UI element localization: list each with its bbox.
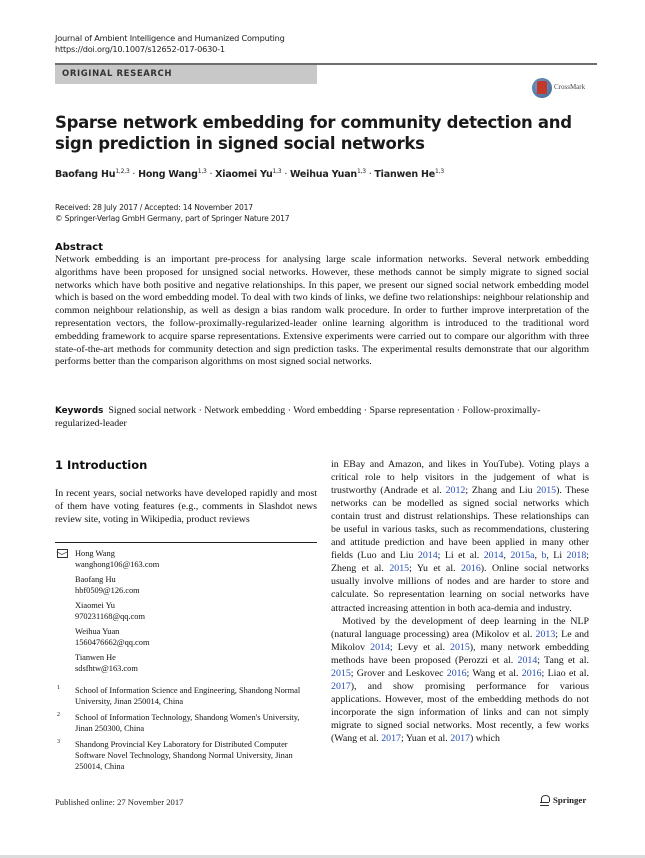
author-affiliation-marker: 1,3 xyxy=(272,168,282,175)
affiliation-text: Shandong Provincial Key Laboratory for Distributed Computer Software Novel Technology, Shandong Normal University, Jinan 250014, China xyxy=(75,740,293,771)
springer-horse-icon xyxy=(540,795,549,805)
affiliation-number: 2 xyxy=(57,712,60,718)
citation-link[interactable]: 2013 xyxy=(535,628,556,640)
section-label: ORIGINAL RESEARCH xyxy=(62,69,173,79)
contact-name: Xiaomei Yu xyxy=(75,601,115,610)
body-text: ; Liao et al. xyxy=(541,667,590,679)
publisher-name: Springer xyxy=(553,795,587,805)
intro-left-text: In recent years, social networks have developed rapidly and most of them have voting features (e.g., comments in Slashdot news review site, voting in Wikipedia, product reviews xyxy=(55,488,317,525)
contact-email[interactable]: wanghong106@163.com xyxy=(75,560,160,569)
body-text: ). Online social networks usually involve millions of nodes and are harder to store and calculate. So representation learning on social networks have attracted increasing attention in both aca-demia and industry. xyxy=(331,563,589,614)
keywords-label: Keywords xyxy=(55,406,104,416)
author-affiliation-marker: 1,3 xyxy=(197,168,207,175)
citation-link[interactable]: 2014 xyxy=(417,550,438,562)
affiliation-entry xyxy=(55,712,317,734)
intro-paragraph-2 xyxy=(331,615,589,745)
contact-email[interactable]: 970231168@qq.com xyxy=(75,612,145,621)
author-list xyxy=(55,168,444,180)
affiliation-number: 1 xyxy=(57,685,60,691)
contact-email[interactable]: 1560476662@qq.com xyxy=(75,638,150,647)
intro-paragraph-1 xyxy=(331,458,589,615)
received-accepted: Received: 28 July 2017 / Accepted: 14 November 2017 xyxy=(55,203,253,212)
affiliation-entry xyxy=(55,685,317,707)
body-text: , Li xyxy=(546,550,567,562)
author-name[interactable]: Hong Wang xyxy=(138,169,198,181)
contact-entry xyxy=(55,574,317,596)
published-online: Published online: 27 November 2017 xyxy=(55,797,184,807)
citation-link[interactable]: 2014 xyxy=(517,654,538,666)
citation-link[interactable]: 2015 xyxy=(389,563,410,575)
author-name[interactable]: Baofang Hu xyxy=(55,169,116,181)
copyright: © Springer-Verlag GmbH Germany, part of Springer Nature 2017 xyxy=(55,214,290,223)
body-text: ), and show promising performance for various applications. However, most of the embedding methods do not incorporate the sign information of links and can not simply migrate to signed social networks. Most recently, a few works (Wang et al. xyxy=(331,680,589,744)
author-affiliation-marker: 1,3 xyxy=(356,168,366,175)
abstract-heading: Abstract xyxy=(55,242,104,253)
body-text: ; Yuan et al. xyxy=(400,732,451,744)
body-text: ; Grover and Leskovec xyxy=(350,667,447,679)
journal-name: Journal of Ambient Intelligence and Humanized Computing xyxy=(55,33,285,43)
body-text: ) which xyxy=(470,732,500,744)
body-text: ; Le and Mikolov xyxy=(331,628,589,653)
body-text: ; Levy et al. xyxy=(389,641,451,653)
author-separator: · xyxy=(281,169,290,181)
body-text: , xyxy=(534,550,542,562)
crossmark-label: CrossMark xyxy=(554,83,586,91)
crossmark-icon xyxy=(532,78,552,98)
citation-link[interactable]: b xyxy=(541,550,547,562)
keywords xyxy=(55,405,575,431)
contact-email[interactable]: hbf0509@126.com xyxy=(75,586,140,595)
body-text: Motived by the development of deep learning in the NLP (natural language processing) area (Mikolov et al. xyxy=(331,615,589,640)
citation-link[interactable]: 2014 xyxy=(370,641,390,653)
publisher-logo xyxy=(540,795,586,805)
contact-name: Hong Wang xyxy=(75,549,115,558)
intro-right-column xyxy=(331,458,589,745)
crossmark-badge[interactable] xyxy=(532,78,602,102)
abstract-text: Network embedding is an important pre-process for analysing large scale information networks. Several network embedding algorithms have been proposed for unsigned social networks. However, these methods cannot be simply migrate to signed social networks which have both positive and negative relationships. In this paper, we present our signed social network embedding model which is based on the word embedding model. To deal with two kinds of links, we define two relationships: neighbour relationship and common neighbour relationship, as well as design a bias random walk procedure. In order to further improve interpretation of the representation vectors, the follow-proximally-regularized-leader online learning algorithm is introduced to the traditional word embedding framework to acquire sparse representations. Extensive experiments were carried out to compare our algorithm with three state-of-the-art methods for community detection and sign prediction tasks. The experimental results demonstrate that our algorithm performs better than the comparison algorithms on most signed social networks. xyxy=(55,254,589,368)
author-name[interactable]: Weihua Yuan xyxy=(289,169,357,181)
journal-header xyxy=(55,33,285,55)
citation-link[interactable]: 2016 xyxy=(446,667,467,679)
citation-link[interactable]: 2016 xyxy=(521,667,542,679)
contact-entry xyxy=(55,548,317,570)
keywords-text: Signed social network · Network embedding · Word embedding · Sparse representation · Follow-proximally-regularized-leader xyxy=(55,405,541,429)
body-text: ; Zheng et al. xyxy=(331,550,590,575)
citation-link[interactable]: 2015 xyxy=(536,485,557,497)
body-text: ; Yu et al. xyxy=(409,563,461,575)
body-text: ; Tang et al. xyxy=(537,654,589,666)
citation-link[interactable]: 2017 xyxy=(450,732,470,744)
doi-link[interactable]: https://doi.org/10.1007/s12652-017-0630-1 xyxy=(55,44,225,54)
author-affiliation-marker: 1,2,3 xyxy=(115,168,130,175)
paper-title: Sparse network embedding for community detection and sign prediction in signed social networks xyxy=(55,113,572,153)
author-separator: · xyxy=(365,169,375,181)
author-name[interactable]: Tianwen He xyxy=(374,169,436,181)
envelope-icon xyxy=(57,549,68,558)
affiliation-list xyxy=(55,685,317,777)
affiliation-entry xyxy=(55,739,317,772)
contact-list xyxy=(55,548,317,678)
body-text: ; Zhang and Liu xyxy=(465,485,537,497)
body-text: ). These networks can be modelled as signed social networks which contain trust and distrust relationships. These relationships can be useful in various tasks, such as recommendations, clustering and attitude prediction and have been applied in many other fields (Luo and Liu xyxy=(331,485,589,562)
affiliation-number: 3 xyxy=(57,739,60,745)
contact-entry xyxy=(55,626,317,648)
contact-entry xyxy=(55,652,317,674)
footnote-rule xyxy=(55,542,317,543)
author-affiliation-marker: 1,3 xyxy=(435,168,444,175)
affiliation-text: School of Information Technology, Shandong Women's University, Jinan 250300, China xyxy=(75,713,300,733)
section-heading-introduction: 1 Introduction xyxy=(55,458,148,472)
body-text: ; Wang et al. xyxy=(466,667,522,679)
publication-dates xyxy=(55,202,289,224)
body-text: ; Li et al. xyxy=(437,550,484,562)
citation-link[interactable]: 2014 xyxy=(483,550,504,562)
contact-email[interactable]: sdsfhtw@163.com xyxy=(75,664,138,673)
citation-link[interactable]: 2017 xyxy=(381,732,401,744)
contact-entry xyxy=(55,600,317,622)
author-separator: · xyxy=(206,169,216,181)
contact-name: Baofang Hu xyxy=(75,575,116,584)
citation-link[interactable]: 2017 xyxy=(331,680,351,692)
citation-link[interactable]: 2015a xyxy=(510,550,535,562)
author-separator: · xyxy=(129,169,139,181)
affiliation-text: School of Information Science and Engineering, Shandong Normal University, Jinan 250014, China xyxy=(75,686,301,706)
citation-link[interactable]: 2015 xyxy=(331,667,351,679)
citation-link[interactable]: 2012 xyxy=(445,485,466,497)
body-text: , xyxy=(503,550,511,562)
body-text: in EBay and Amazon, and likes in YouTube). Voting plays a critical role to help visitors in the judgement of what is trustworthy (Andrade et al. xyxy=(331,459,589,497)
contact-name: Weihua Yuan xyxy=(75,627,120,636)
body-text: ), many network embedding methods have been proposed (Perozzi et al. xyxy=(331,641,589,666)
citation-link[interactable]: 2018 xyxy=(566,550,587,562)
citation-link[interactable]: 2016 xyxy=(461,563,481,575)
citation-link[interactable]: 2015 xyxy=(450,641,470,653)
contact-name: Tianwen He xyxy=(75,653,116,662)
section-label-box xyxy=(55,65,317,84)
author-name[interactable]: Xiaomei Yu xyxy=(215,169,273,181)
